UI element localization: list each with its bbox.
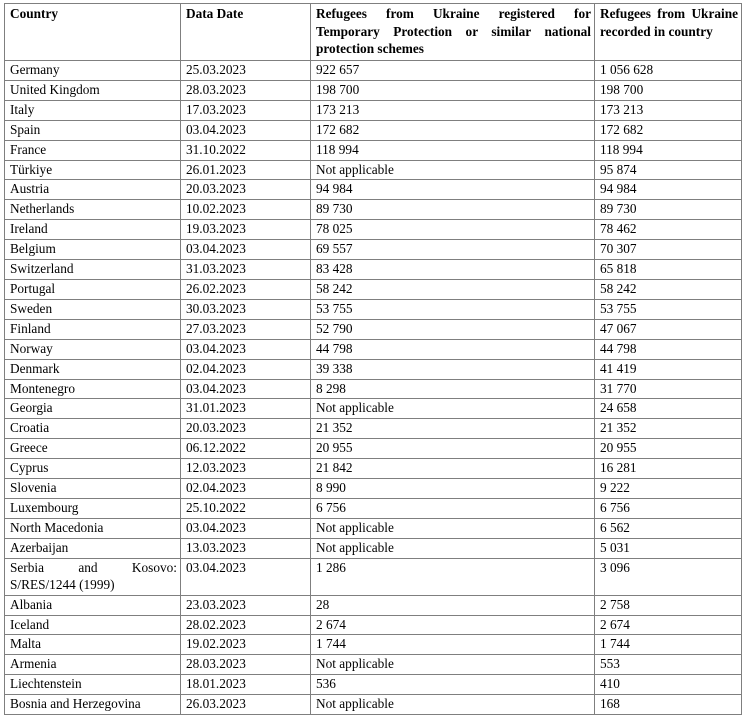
recorded-cell: 53 755 — [595, 299, 742, 319]
table-row — [5, 299, 742, 319]
date-cell: 20.03.2023 — [181, 419, 311, 439]
date-cell: 03.04.2023 — [181, 120, 311, 140]
table-row — [5, 200, 742, 220]
recorded-cell: 94 984 — [595, 180, 742, 200]
country-cell: Ireland — [5, 220, 181, 240]
registered-cell: 198 700 — [311, 80, 595, 100]
registered-cell: 1 744 — [311, 635, 595, 655]
registered-cell: 6 756 — [311, 498, 595, 518]
registered-cell: 536 — [311, 675, 595, 695]
country-cell: Iceland — [5, 615, 181, 635]
recorded-cell: 89 730 — [595, 200, 742, 220]
country-cell: Belgium — [5, 240, 181, 260]
country-cell: Azerbaijan — [5, 538, 181, 558]
date-cell: 10.02.2023 — [181, 200, 311, 220]
date-cell: 20.03.2023 — [181, 180, 311, 200]
date-cell: 25.03.2023 — [181, 61, 311, 81]
registered-cell: 83 428 — [311, 260, 595, 280]
date-cell: 03.04.2023 — [181, 240, 311, 260]
recorded-cell: 65 818 — [595, 260, 742, 280]
recorded-cell: 1 744 — [595, 635, 742, 655]
country-cell: Sweden — [5, 299, 181, 319]
registered-cell: Not applicable — [311, 695, 595, 715]
recorded-cell: 172 682 — [595, 120, 742, 140]
date-cell: 28.03.2023 — [181, 655, 311, 675]
date-cell: 03.04.2023 — [181, 518, 311, 538]
table-row — [5, 615, 742, 635]
date-cell: 17.03.2023 — [181, 100, 311, 120]
country-cell: Malta — [5, 635, 181, 655]
registered-cell: 58 242 — [311, 279, 595, 299]
country-cell: Georgia — [5, 399, 181, 419]
table-row — [5, 80, 742, 100]
recorded-cell: 44 798 — [595, 339, 742, 359]
recorded-cell: 78 462 — [595, 220, 742, 240]
date-cell: 26.03.2023 — [181, 695, 311, 715]
recorded-cell: 6 756 — [595, 498, 742, 518]
recorded-cell: 173 213 — [595, 100, 742, 120]
registered-cell: 21 352 — [311, 419, 595, 439]
table-row — [5, 319, 742, 339]
registered-cell: 2 674 — [311, 615, 595, 635]
date-cell: 25.10.2022 — [181, 498, 311, 518]
table-row — [5, 518, 742, 538]
country-cell: Bosnia and Herzegovina — [5, 695, 181, 715]
country-cell: Germany — [5, 61, 181, 81]
table-row — [5, 180, 742, 200]
country-cell: Austria — [5, 180, 181, 200]
date-cell: 27.03.2023 — [181, 319, 311, 339]
country-cell: Liechtenstein — [5, 675, 181, 695]
recorded-cell: 410 — [595, 675, 742, 695]
table-row — [5, 240, 742, 260]
country-cell: Türkiye — [5, 160, 181, 180]
date-cell: 18.01.2023 — [181, 675, 311, 695]
recorded-cell: 168 — [595, 695, 742, 715]
table-row — [5, 459, 742, 479]
table-row — [5, 140, 742, 160]
recorded-cell: 31 770 — [595, 379, 742, 399]
registered-cell: 173 213 — [311, 100, 595, 120]
recorded-cell: 5 031 — [595, 538, 742, 558]
country-cell: Cyprus — [5, 459, 181, 479]
header-registered-protection: Refugees from Ukraine registered for Temporary Protection or similar national protection schemes — [311, 4, 595, 61]
registered-cell: 53 755 — [311, 299, 595, 319]
table-row — [5, 399, 742, 419]
header-row — [5, 4, 742, 61]
registered-cell: 28 — [311, 595, 595, 615]
table-row — [5, 220, 742, 240]
country-cell: France — [5, 140, 181, 160]
table-row — [5, 419, 742, 439]
table-row — [5, 538, 742, 558]
header-recorded-in-country: Refugees from Ukraine recorded in country — [595, 4, 742, 61]
date-cell: 02.04.2023 — [181, 359, 311, 379]
country-cell: Serbia and Kosovo: S/RES/1244 (1999) — [5, 558, 181, 595]
country-cell: Norway — [5, 339, 181, 359]
country-cell: Croatia — [5, 419, 181, 439]
table-row — [5, 439, 742, 459]
table-row — [5, 160, 742, 180]
table-row — [5, 695, 742, 715]
date-cell: 31.03.2023 — [181, 260, 311, 280]
registered-cell: 20 955 — [311, 439, 595, 459]
date-cell: 23.03.2023 — [181, 595, 311, 615]
country-cell: Spain — [5, 120, 181, 140]
registered-cell: 172 682 — [311, 120, 595, 140]
country-cell: Luxembourg — [5, 498, 181, 518]
registered-cell: Not applicable — [311, 160, 595, 180]
date-cell: 28.02.2023 — [181, 615, 311, 635]
table-row — [5, 279, 742, 299]
registered-cell: Not applicable — [311, 399, 595, 419]
recorded-cell: 24 658 — [595, 399, 742, 419]
recorded-cell: 6 562 — [595, 518, 742, 538]
date-cell: 26.01.2023 — [181, 160, 311, 180]
table-row — [5, 100, 742, 120]
table-body — [5, 61, 742, 715]
recorded-cell: 47 067 — [595, 319, 742, 339]
date-cell: 30.03.2023 — [181, 299, 311, 319]
registered-cell: 922 657 — [311, 61, 595, 81]
registered-cell: Not applicable — [311, 538, 595, 558]
country-cell: Armenia — [5, 655, 181, 675]
country-cell: Denmark — [5, 359, 181, 379]
recorded-cell: 20 955 — [595, 439, 742, 459]
table-row — [5, 595, 742, 615]
header-country: Country — [5, 4, 181, 61]
table-row — [5, 120, 742, 140]
country-cell: Portugal — [5, 279, 181, 299]
recorded-cell: 118 994 — [595, 140, 742, 160]
recorded-cell: 553 — [595, 655, 742, 675]
date-cell: 13.03.2023 — [181, 538, 311, 558]
recorded-cell: 21 352 — [595, 419, 742, 439]
registered-cell: 94 984 — [311, 180, 595, 200]
recorded-cell: 2 758 — [595, 595, 742, 615]
registered-cell: 8 990 — [311, 479, 595, 499]
date-cell: 31.10.2022 — [181, 140, 311, 160]
date-cell: 06.12.2022 — [181, 439, 311, 459]
table-row — [5, 379, 742, 399]
recorded-cell: 95 874 — [595, 160, 742, 180]
date-cell: 19.02.2023 — [181, 635, 311, 655]
date-cell: 12.03.2023 — [181, 459, 311, 479]
registered-cell: Not applicable — [311, 655, 595, 675]
date-cell: 26.02.2023 — [181, 279, 311, 299]
table-row — [5, 558, 742, 595]
country-cell: United Kingdom — [5, 80, 181, 100]
country-cell: North Macedonia — [5, 518, 181, 538]
registered-cell: 39 338 — [311, 359, 595, 379]
country-cell: Montenegro — [5, 379, 181, 399]
date-cell: 02.04.2023 — [181, 479, 311, 499]
registered-cell: 8 298 — [311, 379, 595, 399]
table-row — [5, 359, 742, 379]
refugee-table — [4, 3, 742, 715]
registered-cell: 78 025 — [311, 220, 595, 240]
date-cell: 03.04.2023 — [181, 558, 311, 595]
registered-cell: 118 994 — [311, 140, 595, 160]
table-row — [5, 479, 742, 499]
header-data-date: Data Date — [181, 4, 311, 61]
recorded-cell: 41 419 — [595, 359, 742, 379]
country-cell: Finland — [5, 319, 181, 339]
date-cell: 03.04.2023 — [181, 379, 311, 399]
date-cell: 03.04.2023 — [181, 339, 311, 359]
recorded-cell: 2 674 — [595, 615, 742, 635]
date-cell: 28.03.2023 — [181, 80, 311, 100]
registered-cell: 1 286 — [311, 558, 595, 595]
registered-cell: 89 730 — [311, 200, 595, 220]
country-cell: Switzerland — [5, 260, 181, 280]
registered-cell: 69 557 — [311, 240, 595, 260]
registered-cell: 52 790 — [311, 319, 595, 339]
country-cell: Italy — [5, 100, 181, 120]
country-cell: Slovenia — [5, 479, 181, 499]
recorded-cell: 9 222 — [595, 479, 742, 499]
table-header — [5, 4, 742, 61]
recorded-cell: 58 242 — [595, 279, 742, 299]
table-row — [5, 498, 742, 518]
table-row — [5, 260, 742, 280]
registered-cell: 44 798 — [311, 339, 595, 359]
recorded-cell: 16 281 — [595, 459, 742, 479]
recorded-cell: 198 700 — [595, 80, 742, 100]
country-cell: Albania — [5, 595, 181, 615]
table-row — [5, 339, 742, 359]
recorded-cell: 1 056 628 — [595, 61, 742, 81]
recorded-cell: 70 307 — [595, 240, 742, 260]
country-cell: Netherlands — [5, 200, 181, 220]
date-cell: 19.03.2023 — [181, 220, 311, 240]
registered-cell: Not applicable — [311, 518, 595, 538]
table-row — [5, 655, 742, 675]
date-cell: 31.01.2023 — [181, 399, 311, 419]
table-row — [5, 61, 742, 81]
table-row — [5, 635, 742, 655]
registered-cell: 21 842 — [311, 459, 595, 479]
recorded-cell: 3 096 — [595, 558, 742, 595]
country-cell: Greece — [5, 439, 181, 459]
